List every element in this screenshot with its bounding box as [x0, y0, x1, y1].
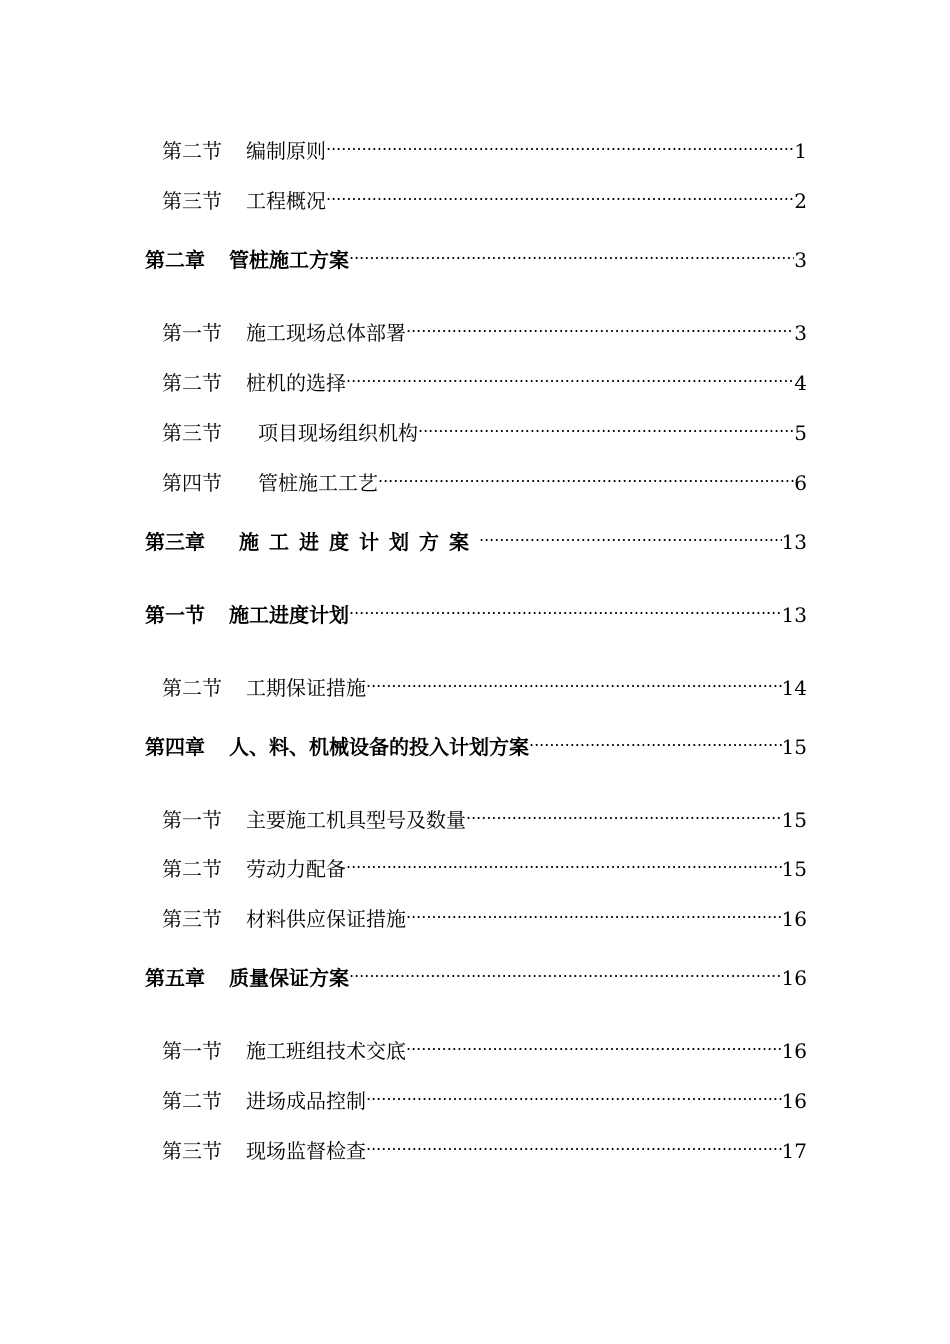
toc-entry-number: 第二章	[145, 248, 205, 272]
toc-entry-number: 第一节	[162, 808, 222, 832]
toc-entry-number: 第三章	[145, 530, 205, 554]
toc-entry[interactable]	[162, 1088, 807, 1114]
toc-entry-title: 桩机的选择	[246, 371, 346, 395]
toc-entry-title: 编制原则	[246, 139, 326, 163]
toc-entry-title: 项目现场组织机构	[258, 421, 418, 445]
dot-leader	[418, 420, 794, 440]
toc-entry-page: 3	[794, 321, 807, 345]
toc-entry-page: 16	[781, 1039, 807, 1063]
toc-entry-title: 质量保证方案	[229, 966, 349, 990]
toc-entry-number: 第三节	[162, 189, 222, 213]
toc-entry-page: 16	[781, 1089, 807, 1113]
toc-entry-title: 劳动力配备	[246, 857, 346, 881]
toc-entry[interactable]	[162, 320, 807, 346]
toc-entry-number: 第四节	[162, 471, 222, 495]
toc-entry-page: 17	[781, 1139, 807, 1163]
toc-chapter[interactable]	[145, 247, 807, 273]
toc-entry-title: 管桩施工工艺	[258, 471, 378, 495]
toc-entry-page: 1	[794, 139, 807, 163]
dot-leader	[346, 370, 794, 390]
toc-entry-title: 施工现场总体部署	[246, 321, 406, 345]
toc-entry-title: 施工进度计划	[229, 603, 349, 627]
toc-chapter[interactable]	[145, 734, 807, 760]
toc-entry-number: 第三节	[162, 907, 222, 931]
toc-entry-number: 第三节	[162, 1139, 222, 1163]
toc-entry-number: 第一节	[162, 321, 222, 345]
toc-entry-page: 16	[781, 966, 807, 990]
toc-entry-number: 第五章	[145, 966, 205, 990]
dot-leader	[406, 906, 782, 926]
toc-entry-number: 第二节	[162, 139, 222, 163]
toc-entry[interactable]	[162, 420, 807, 446]
dot-leader	[366, 1088, 782, 1108]
toc-entry-title: 主要施工机具型号及数量	[246, 808, 466, 832]
toc-entry-page: 15	[781, 808, 807, 832]
toc-entry-title: 工程概况	[246, 189, 326, 213]
toc-entry[interactable]	[162, 138, 807, 164]
toc-entry-page: 15	[781, 857, 807, 881]
toc-entry-title: 现场监督检查	[246, 1139, 366, 1163]
toc-entry-page: 16	[781, 907, 807, 931]
dot-leader	[366, 675, 782, 695]
toc-entry-title: 进场成品控制	[246, 1089, 366, 1113]
dot-leader	[326, 188, 794, 208]
toc-entry-number: 第四章	[145, 735, 205, 759]
toc-entry-number: 第一节	[162, 1039, 222, 1063]
toc-entry[interactable]	[162, 470, 807, 496]
toc-chapter[interactable]	[145, 529, 807, 555]
toc-entry-number: 第二节	[162, 857, 222, 881]
dot-leader	[349, 602, 782, 622]
toc-entry-title: 材料供应保证措施	[246, 907, 406, 931]
toc-entry-page: 13	[781, 603, 807, 627]
toc-entry-page: 5	[794, 421, 807, 445]
toc-entry-number: 第二节	[162, 371, 222, 395]
toc-entry-page: 13	[781, 530, 807, 554]
toc-entry[interactable]	[162, 807, 807, 833]
toc-entry-page: 15	[781, 735, 807, 759]
dot-leader	[346, 856, 782, 876]
toc-entry[interactable]	[162, 906, 807, 932]
toc-entry-number: 第二节	[162, 676, 222, 700]
toc-chapter[interactable]	[145, 965, 807, 991]
toc-entry-title: 施工进度计划方案	[239, 530, 479, 554]
toc-entry[interactable]	[162, 370, 807, 396]
dot-leader	[466, 807, 782, 827]
toc-entry-number: 第二节	[162, 1089, 222, 1113]
dot-leader	[479, 529, 782, 549]
toc-entry-title: 管桩施工方案	[229, 248, 349, 272]
dot-leader	[406, 320, 794, 340]
toc-entry-page: 3	[794, 248, 807, 272]
toc-entry[interactable]	[162, 856, 807, 882]
dot-leader	[378, 470, 794, 490]
toc-entry[interactable]	[162, 1038, 807, 1064]
toc-entry-title: 人、料、机械设备的投入计划方案	[229, 735, 529, 759]
dot-leader	[349, 247, 794, 267]
toc-entry-page: 4	[794, 371, 807, 395]
dot-leader	[326, 138, 794, 158]
toc-entry-title: 工期保证措施	[246, 676, 366, 700]
toc-entry[interactable]	[162, 1138, 807, 1164]
toc-entry[interactable]	[162, 188, 807, 214]
toc-entry-number: 第三节	[162, 421, 222, 445]
toc-entry[interactable]	[145, 602, 807, 628]
toc-entry-page: 2	[794, 189, 807, 213]
dot-leader	[366, 1138, 782, 1158]
dot-leader	[349, 965, 782, 985]
toc-entry-number: 第一节	[145, 603, 205, 627]
toc-entry-page: 14	[781, 676, 807, 700]
toc-entry-title: 施工班组技术交底	[246, 1039, 406, 1063]
dot-leader	[406, 1038, 782, 1058]
toc-entry[interactable]	[162, 675, 807, 701]
dot-leader	[529, 734, 782, 754]
toc-entry-page: 6	[794, 471, 807, 495]
